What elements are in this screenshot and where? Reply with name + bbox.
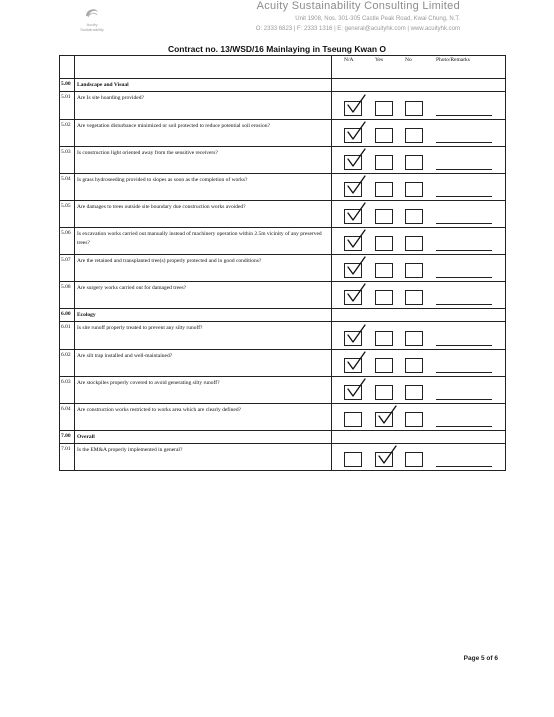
remarks-line[interactable] bbox=[436, 426, 492, 427]
table-row bbox=[60, 255, 506, 282]
question-text: Are vegetation disturbance minimized or soil protected to reduce potential soil erosion? bbox=[75, 120, 332, 147]
section-title: Overall bbox=[75, 431, 332, 444]
question-text: Is construction light oriented away from the sensitive receivers? bbox=[75, 147, 332, 174]
checkbox-no[interactable] bbox=[405, 331, 423, 346]
table-row bbox=[60, 228, 506, 255]
table-row bbox=[60, 120, 506, 147]
header-cell-question bbox=[75, 56, 332, 79]
checkbox-yes[interactable] bbox=[375, 385, 393, 400]
remarks-line[interactable] bbox=[436, 223, 492, 224]
checkmark-icon bbox=[345, 351, 367, 371]
header-cell-checks bbox=[332, 56, 506, 79]
checkbox-no[interactable] bbox=[405, 101, 423, 116]
check-cell bbox=[332, 404, 506, 431]
table-row bbox=[60, 444, 506, 471]
question-text: Are the retained and transplanted tree(s) properly protected and in good conditions? bbox=[75, 255, 332, 282]
remarks-line[interactable] bbox=[436, 399, 492, 400]
checkbox-yes[interactable] bbox=[375, 331, 393, 346]
remarks-line[interactable] bbox=[436, 277, 492, 278]
logo-swirl-icon bbox=[84, 6, 100, 20]
check-cell bbox=[332, 120, 506, 147]
checkmark-icon bbox=[345, 148, 367, 168]
checkbox-yes[interactable] bbox=[375, 101, 393, 116]
row-number: 5.05 bbox=[60, 201, 75, 228]
table-row bbox=[60, 282, 506, 309]
row-number: 6.00 bbox=[60, 309, 75, 322]
logo-text-line-1: Acuity bbox=[86, 22, 98, 27]
check-cell bbox=[332, 377, 506, 404]
table-row bbox=[60, 322, 506, 350]
check-cell bbox=[332, 282, 506, 309]
checkbox-yes[interactable] bbox=[375, 155, 393, 170]
row-number: 6.04 bbox=[60, 404, 75, 431]
row-number: 5.02 bbox=[60, 120, 75, 147]
check-cell bbox=[332, 147, 506, 174]
checkbox-no[interactable] bbox=[405, 128, 423, 143]
row-number: 7.01 bbox=[60, 444, 75, 471]
question-text: Is grass hydroseeding provided to slopes as soon as the completion of works? bbox=[75, 174, 332, 201]
table-row bbox=[60, 377, 506, 404]
check-cell bbox=[332, 174, 506, 201]
column-header-no: No bbox=[405, 57, 412, 63]
checkbox-yes[interactable] bbox=[375, 182, 393, 197]
checkmark-icon bbox=[345, 94, 367, 114]
check-cell bbox=[332, 201, 506, 228]
company-name: Acuity Sustainability Consulting Limited bbox=[256, 0, 460, 12]
row-number: 6.02 bbox=[60, 350, 75, 377]
checkmark-icon bbox=[345, 229, 367, 249]
logo-text-line-2: Sustainability bbox=[80, 27, 104, 32]
remarks-line[interactable] bbox=[436, 345, 492, 346]
check-cell bbox=[332, 350, 506, 377]
table-row bbox=[60, 201, 506, 228]
checkbox-no[interactable] bbox=[405, 290, 423, 305]
row-number: 6.03 bbox=[60, 377, 75, 404]
check-cell bbox=[332, 228, 506, 255]
row-number: 5.03 bbox=[60, 147, 75, 174]
company-logo bbox=[62, 6, 122, 36]
row-number: 7.00 bbox=[60, 431, 75, 444]
checkmark-icon bbox=[345, 378, 367, 398]
section-title: Ecology bbox=[75, 309, 332, 322]
checkmark-icon bbox=[345, 256, 367, 276]
checkbox-yes[interactable] bbox=[375, 263, 393, 278]
remarks-line[interactable] bbox=[436, 169, 492, 170]
question-text: Are Is site hoarding provided? bbox=[75, 92, 332, 120]
table-header-row bbox=[60, 56, 506, 79]
check-cell bbox=[332, 322, 506, 350]
table-row bbox=[60, 147, 506, 174]
question-text: Is site runoff properly treated to prevent any silty runoff? bbox=[75, 322, 332, 350]
question-text: Are surgery works carried out for damaged trees? bbox=[75, 282, 332, 309]
section-row bbox=[60, 309, 506, 322]
header-cell-number bbox=[60, 56, 75, 79]
checkbox-yes[interactable] bbox=[375, 209, 393, 224]
section-title: Landscape and Visual bbox=[75, 79, 332, 92]
column-header-photo-remarks: Photo/Remarks bbox=[436, 57, 470, 63]
column-header-na: N/A bbox=[344, 57, 354, 63]
checkbox-yes[interactable] bbox=[375, 128, 393, 143]
checkbox-na[interactable] bbox=[344, 412, 362, 427]
row-number: 5.00 bbox=[60, 79, 75, 92]
checkbox-yes[interactable] bbox=[375, 290, 393, 305]
question-text: Is the EM&A properly implemented in general? bbox=[75, 444, 332, 471]
check-cell bbox=[332, 431, 506, 444]
row-number: 6.01 bbox=[60, 322, 75, 350]
company-contact: O: 2333 6823 | F: 2333 1316 | E: general@acuityhk.com | www.acuityhk.com bbox=[255, 26, 460, 32]
row-number: 5.04 bbox=[60, 174, 75, 201]
section-row bbox=[60, 79, 506, 92]
checkbox-no[interactable] bbox=[405, 182, 423, 197]
checkbox-no[interactable] bbox=[405, 236, 423, 251]
check-cell bbox=[332, 92, 506, 120]
checkbox-yes[interactable] bbox=[375, 358, 393, 373]
question-text: Are silt trap installed and well-maintained? bbox=[75, 350, 332, 377]
checkbox-no[interactable] bbox=[405, 155, 423, 170]
check-cell bbox=[332, 79, 506, 92]
row-number: 5.01 bbox=[60, 92, 75, 120]
checklist-table bbox=[59, 55, 506, 471]
question-text: Are stockpiles properly covered to avoid generating silty runoff? bbox=[75, 377, 332, 404]
checkmark-icon bbox=[345, 202, 367, 222]
contract-title: Contract no. 13/WSD/16 Mainlaying in Tseung Kwan O bbox=[167, 44, 387, 54]
question-text: Are damages to trees outside site boundary due construction works avoided? bbox=[75, 201, 332, 228]
table-row bbox=[60, 174, 506, 201]
check-cell bbox=[332, 444, 506, 471]
page-number: Page 5 of 6 bbox=[463, 655, 498, 662]
checkbox-no[interactable] bbox=[405, 452, 423, 467]
question-text: Is excavation works carried out manually instead of machinery operation within 2.5m vicinity of any preserved trees? bbox=[75, 228, 332, 255]
section-row bbox=[60, 431, 506, 444]
remarks-line[interactable] bbox=[436, 250, 492, 251]
checkmark-icon bbox=[376, 445, 398, 465]
checkbox-no[interactable] bbox=[405, 412, 423, 427]
row-number: 5.08 bbox=[60, 282, 75, 309]
checkbox-no[interactable] bbox=[405, 263, 423, 278]
checkbox-no[interactable] bbox=[405, 385, 423, 400]
question-text: Are construction works restricted to works area which are clearly defined? bbox=[75, 404, 332, 431]
checkmark-icon bbox=[345, 121, 367, 141]
check-cell bbox=[332, 255, 506, 282]
checkbox-na[interactable] bbox=[344, 452, 362, 467]
table-row bbox=[60, 350, 506, 377]
checkmark-icon bbox=[345, 175, 367, 195]
checkbox-yes[interactable] bbox=[375, 236, 393, 251]
checkbox-no[interactable] bbox=[405, 358, 423, 373]
checkmark-icon bbox=[345, 324, 367, 344]
checkmark-icon bbox=[376, 405, 398, 425]
table-row bbox=[60, 92, 506, 120]
remarks-line[interactable] bbox=[436, 372, 492, 373]
table-row bbox=[60, 404, 506, 431]
remarks-line[interactable] bbox=[436, 466, 492, 467]
checkbox-no[interactable] bbox=[405, 209, 423, 224]
checkmark-icon bbox=[345, 283, 367, 303]
row-number: 5.06 bbox=[60, 228, 75, 255]
remarks-line[interactable] bbox=[436, 115, 492, 116]
row-number: 5.07 bbox=[60, 255, 75, 282]
remarks-line[interactable] bbox=[436, 142, 492, 143]
check-cell bbox=[332, 309, 506, 322]
remarks-line[interactable] bbox=[436, 304, 492, 305]
company-address: Unit 1908, Nos. 301-305 Castle Peak Road, Kwai Chung, N.T. bbox=[295, 16, 460, 22]
remarks-line[interactable] bbox=[436, 196, 492, 197]
column-header-yes: Yes bbox=[375, 57, 384, 63]
